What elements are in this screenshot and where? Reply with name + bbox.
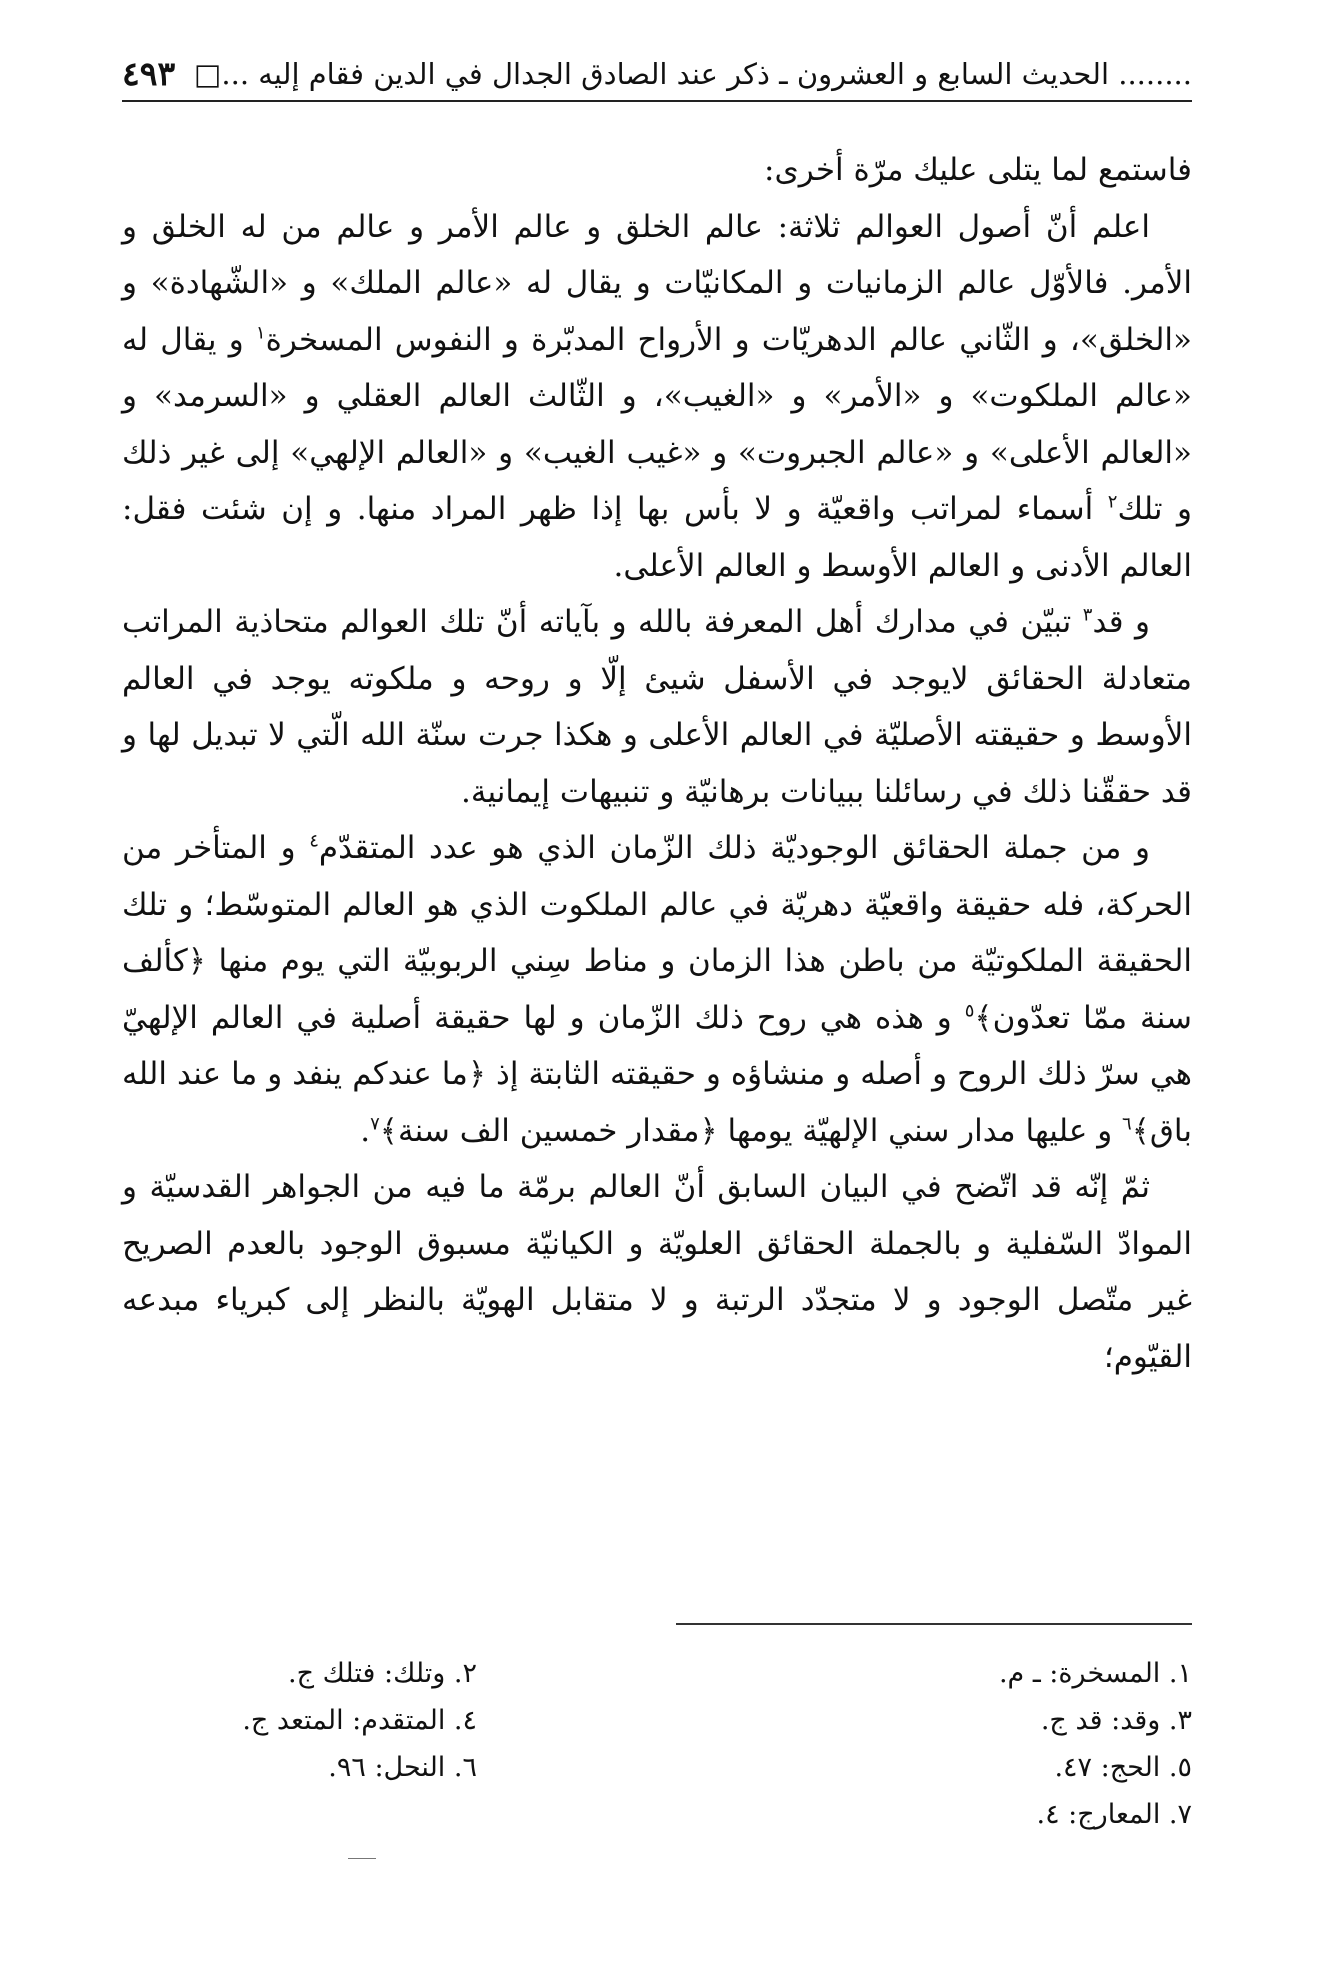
paragraph-conclusion (122, 1159, 1192, 1385)
paragraph-text: ثمّ إنّه قد اتّضح في البيان السابق أنّ العالم برمّة ما فيه من الجواهر القدسيّة و الموادّ السّفلية و بالجملة الحقائق العلويّة و الكيانيّة مسبوق الوجود بالعدم الصريح غير متّصل الوجود و لا متجدّد الرتبة و لا متقابل الهويّة بالنظر إلى كبرياء مبدعه القيّوم؛ (122, 1169, 1192, 1375)
footnote-item: ٣. وقد: قد ج. (1040, 1705, 1192, 1736)
footnote-item: ٢. وتلك: فتلك ج. (288, 1658, 477, 1689)
paragraph-text: اعلم أنّ أصول العوالم ثلاثة: عالم الخلق و عالم الأمر و عالم من له الخلق و الأمر. فالأوّل عالم الزمانيات و المكانيّات و يقال له «عالم الملك» و «الشّهادة» و «الخلق»، و الثّاني عالم الدهريّات و الأرواح المدبّرة و النفوس المسخرة (122, 208, 1193, 358)
running-title: ........ الحديث السابع و العشرون ـ ذكر عند الصادق الجدال في الدين فقام إليه ...□ (194, 57, 1192, 91)
paragraph-correspondence (122, 594, 1192, 820)
footnote-ref-5[interactable]: ٥ (964, 1000, 975, 1022)
footnote-ref-6[interactable]: ٦ (1122, 1113, 1132, 1135)
footnote-divider (676, 1623, 1192, 1625)
stray-mark (348, 1858, 376, 1859)
paragraph-text: و عليها مدار سني الإلهيّة يومها (727, 1112, 1113, 1149)
page-header (122, 48, 1192, 102)
footnote-item: ٤. المتقدم: المتعد ج. (242, 1705, 477, 1736)
paragraph-text: و من جملة الحقائق الوجوديّة ذلك الزّمان الذي هو عدد المتقدّم (318, 830, 1150, 866)
paragraph-text: و يقال له «عالم الملكوت» و «الأمر» و «الغيب»، و الثّالث العالم العقلي و «السرمد» و «العالم الأعلى» و «عالم الجبروت» و «غيب الغيب» و «العالم الإلهي» إلى غير ذلك و تلك (122, 321, 1192, 527)
quran-verse: ﴿مقدار خمسين الف سنة﴾ (379, 1112, 718, 1149)
paragraph-text: تبيّن في مدارك أهل المعرفة بالله و بآياته أنّ تلك العوالم متحاذية المراتب متعادلة الحقائق لايوجد في الأسفل شيئ إلّا و روحه و ملكوته يوجد في العالم الأوسط و حقيقته الأصليّة في العالم الأعلى و هكذا جرت سنّة الله الّتي لا تبديل لها و قد حققّنا ذلك في رسائلنا ببيانات برهانيّة و تنبيهات إيمانية. (122, 604, 1192, 810)
paragraph-time: و من جملة الحقائق الوجوديّة ذلك الزّمان الذي هو عدد المتقدّم$^٤$ و المتأخر من الحركة، فله حقيقة واقعيّة دهريّة في عالم الملكوت الذي هو العالم المتوسّط؛ و تلك الحقيقة الملكوتيّة من باطن هذا الزمان و مناط سِني الربوبيّة التي يوم منها ﴿كألف سنة ممّا تعدّون﴾$^٥$ و هذه هي روح ذلك الزّمان و لها حقيقة أصلية في العالم الإلهيّ هي سرّ ذلك الروح و أصله و منشاؤه و حقيقته الثابتة إذ ﴿ما عندكم ينفد و ما عند الله باق﴾$^٦$ و عليها مدار سني الإلهيّة يومها ﴿مقدار خمسين الف سنة﴾$^٧$. (122, 830, 1193, 1149)
paragraph-text: أسماء لمراتب واقعيّة و لا بأس بها إذا ظهر المراد منها. و إن شئت فقل: العالم الأدنى و العالم الأوسط و العالم الأعلى. (122, 491, 1192, 584)
paragraph-text: و قد (1092, 604, 1151, 640)
footnote-ref-1[interactable]: ١ (255, 322, 266, 344)
paragraph-text: و هذه هي روح ذلك الزّمان و لها حقيقة أصلية في العالم الإلهيّ هي سرّ ذلك الروح و أصله و منشاؤه و حقيقته الثابتة إذ (122, 999, 1193, 1092)
footnote-item: ٧. المعارج: ٤. (1036, 1799, 1192, 1830)
footnote-ref-7[interactable]: ٧ (370, 1113, 380, 1135)
paragraph-intro (122, 142, 1192, 199)
footnote-ref-4[interactable]: ٤ (309, 830, 319, 852)
paragraph-text: و المتأخر من الحركة، فله حقيقة واقعيّة دهريّة في عالم الملكوت الذي هو العالم المتوسّط؛ و تلك الحقيقة الملكوتيّة من باطن هذا الزمان و مناط سِني الربوبيّة التي يوم منها (122, 830, 1193, 979)
quran-verse: ﴿كألف سنة ممّا تعدّون﴾ (122, 943, 1193, 1036)
body-text (122, 142, 1192, 1385)
paragraph-worlds (122, 199, 1192, 595)
footnotes (122, 1650, 1192, 1838)
footnote-item: ٥. الحج: ٤٧. (1054, 1752, 1192, 1783)
paragraph-text: فاستمع لما يتلى عليك مرّة أخرى: (764, 152, 1192, 188)
page-number: ٤٩٣ (122, 54, 176, 93)
footnote-ref-3[interactable]: ٣ (1082, 604, 1093, 626)
footnote-ref-2[interactable]: ٢ (1107, 491, 1118, 513)
footnote-item: ٦. النحل: ٩٦. (328, 1752, 477, 1783)
quran-verse: ﴿ما عندكم ينفد و ما عند الله باق﴾ (122, 1056, 1192, 1149)
footnote-item: ١. المسخرة: ـ م. (998, 1658, 1192, 1689)
